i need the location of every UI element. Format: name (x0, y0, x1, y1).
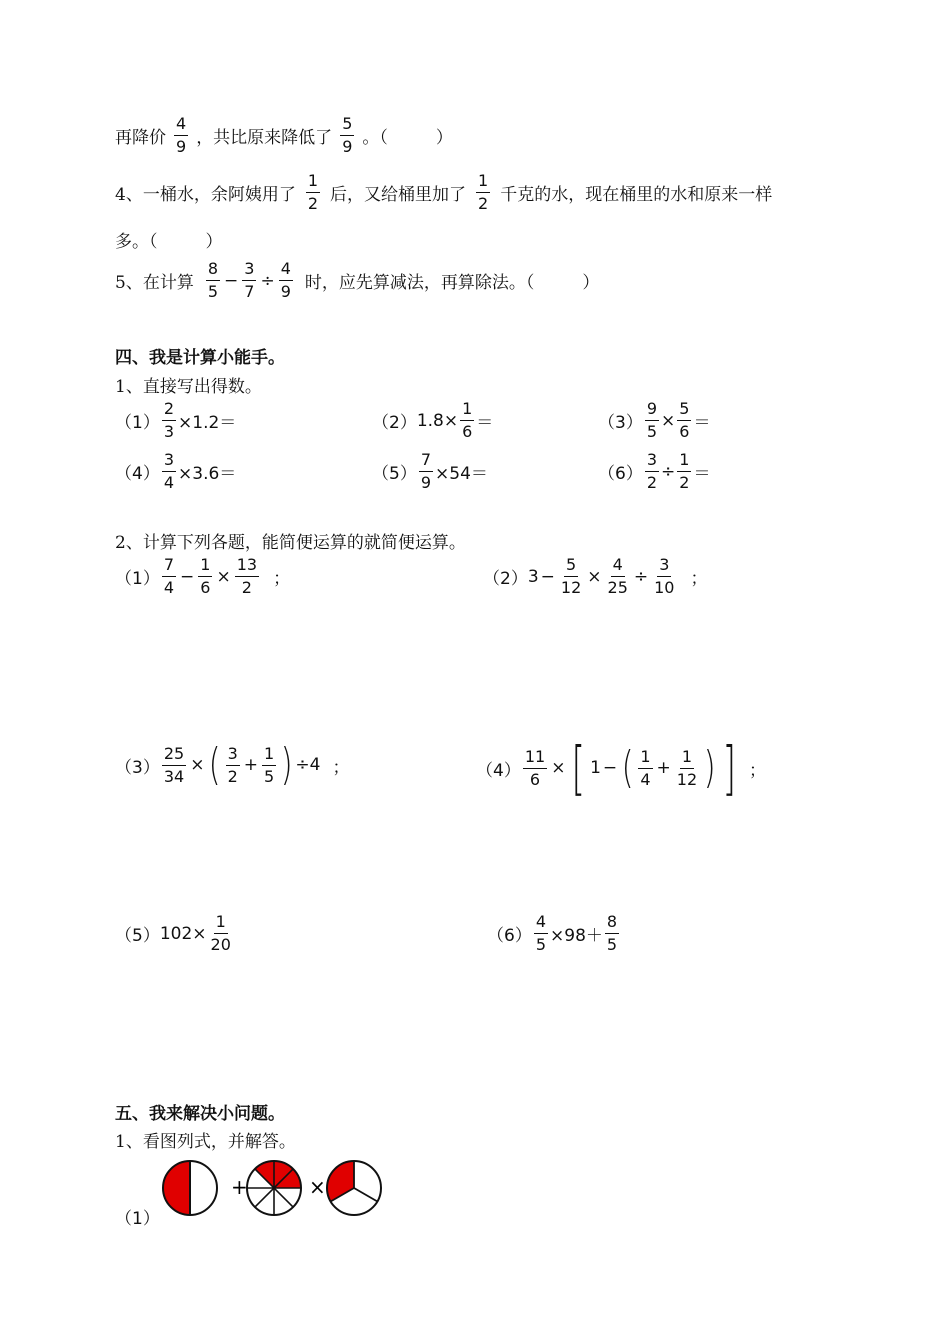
text: ＝ (693, 413, 711, 433)
text: ×54＝ (435, 464, 488, 484)
bracket: ( (209, 739, 222, 790)
bracket: [ (571, 734, 586, 802)
fraction (340, 114, 354, 157)
fraction (645, 399, 659, 442)
numerator: 1 (680, 747, 694, 769)
direct-item-4 (115, 450, 236, 493)
denominator: 6 (200, 578, 211, 597)
fraction (198, 555, 212, 598)
numerator: 11 (523, 747, 547, 769)
fraction-circles-figure (155, 1155, 395, 1221)
numerator: 5 (677, 399, 691, 421)
denominator: 5 (264, 766, 275, 786)
numerator: 8 (206, 259, 220, 281)
operator: − (180, 566, 195, 587)
text: ×3.6＝ (178, 464, 237, 484)
fraction (652, 555, 676, 598)
numerator: 1 (198, 555, 212, 577)
fraction (226, 744, 240, 787)
text: ； (273, 569, 291, 589)
text: ） (435, 128, 453, 148)
text: ，共比原来降低了 (196, 128, 333, 148)
denominator: 6 (529, 769, 541, 789)
operator: − (224, 270, 239, 291)
direct-item-5 (372, 450, 488, 493)
direct-item-3 (598, 399, 710, 442)
fraction (605, 912, 619, 955)
text: （1） (115, 413, 160, 433)
bracket: ] (722, 734, 737, 802)
calc-item-6 (487, 912, 621, 955)
numerator: 1 (476, 171, 490, 193)
numerator: 13 (235, 555, 259, 577)
text: ×98＋ (550, 926, 603, 946)
fraction (534, 912, 548, 955)
denominator: 2 (478, 194, 489, 213)
calc-item-2 (483, 555, 707, 598)
text: （2） (372, 413, 417, 433)
denominator: 9 (176, 137, 187, 156)
operator: ÷ (633, 566, 649, 587)
fraction (306, 171, 320, 214)
text: ×1.2＝ (178, 413, 237, 433)
text: 再降价 (115, 128, 166, 148)
operator: × (551, 758, 566, 778)
denominator: 9 (280, 282, 291, 301)
text: ＝ (693, 464, 711, 484)
q4-line1 (115, 171, 772, 214)
denominator: 12 (560, 578, 582, 597)
section5-sub1: 1、看图列式，并解答。 (115, 1132, 296, 1152)
direct-item-1 (115, 399, 236, 442)
numerator: 2 (162, 399, 176, 421)
text: （6） (598, 464, 643, 484)
plus-sign: + (231, 1175, 248, 1199)
text: ÷4 (295, 755, 321, 775)
half-circle-diagram (163, 1161, 217, 1215)
text: （3） (115, 757, 160, 778)
fraction (209, 912, 233, 955)
text: 后，又给桶里加了 (330, 185, 467, 205)
text: 1.8× (416, 410, 459, 431)
fraction (476, 171, 490, 214)
denominator: 4 (640, 769, 651, 789)
numerator: 7 (162, 555, 176, 577)
text: （1） (115, 569, 160, 589)
q3-continued (115, 114, 453, 157)
text: ） (205, 232, 223, 252)
section4-title: 四、我是计算小能手。 (115, 348, 285, 368)
text: （4） (476, 760, 521, 781)
numerator: 4 (279, 259, 293, 281)
denominator: 2 (646, 473, 658, 492)
shaded-half (163, 1161, 190, 1215)
denominator: 9 (420, 473, 432, 492)
section4-sub1: 1、直接写出得数。 (115, 377, 262, 397)
bracket: ) (703, 742, 716, 793)
section5-title: 五、我来解决小问题。 (115, 1104, 285, 1124)
numerator: 4 (174, 114, 188, 136)
numerator: 5 (340, 114, 354, 136)
text: 千克的水，现在桶里的水和原来一样 (500, 185, 773, 205)
numerator: 3 (162, 450, 176, 472)
fraction (162, 450, 176, 493)
text: ÷ (661, 461, 676, 482)
fraction (677, 399, 691, 442)
denominator: 2 (227, 766, 238, 786)
bracket: ) (280, 739, 293, 790)
numerator: 3 (242, 259, 256, 281)
operator: × (587, 566, 602, 587)
fraction (645, 450, 659, 493)
fraction (162, 399, 176, 442)
fraction (242, 259, 256, 302)
operator: − (602, 758, 618, 778)
denominator: 2 (307, 194, 319, 213)
direct-item-2 (372, 399, 493, 442)
numerator: 1 (638, 747, 652, 769)
problem-1-label: （1） (115, 1209, 160, 1229)
operator: + (656, 758, 671, 778)
denominator: 2 (679, 473, 690, 492)
operator: × (190, 755, 205, 775)
fraction (638, 747, 652, 790)
text: （3） (598, 413, 643, 433)
numerator: 5 (564, 555, 578, 577)
text: ） (582, 273, 600, 293)
text: 4、一桶水，余阿姨用了 (115, 185, 296, 205)
text: （4） (115, 464, 160, 484)
fraction (235, 555, 259, 598)
denominator: 20 (210, 935, 231, 954)
section4-sub2: 2、计算下列各题，能简便运算的就简便运算。 (115, 533, 466, 553)
numerator: 8 (605, 912, 619, 934)
denominator: 6 (679, 422, 690, 441)
numerator: 25 (162, 744, 186, 766)
numerator: 1 (214, 912, 228, 934)
numerator: 4 (534, 912, 548, 934)
times-sign: × (309, 1175, 326, 1199)
bracket: ( (621, 742, 634, 793)
calc-item-4 (476, 734, 766, 802)
numerator: 1 (460, 399, 474, 421)
text: ； (332, 757, 350, 778)
text (354, 1188, 377, 1202)
fraction (262, 744, 276, 787)
operator: ÷ (260, 270, 275, 291)
numerator: 1 (306, 171, 320, 193)
denominator: 2 (241, 578, 252, 597)
fraction (559, 555, 583, 598)
calc-item-3 (115, 739, 350, 790)
fraction (606, 555, 630, 598)
text: × (661, 410, 676, 431)
denominator: 4 (163, 578, 175, 597)
text: 多。（ (115, 232, 158, 252)
denominator: 7 (244, 282, 255, 301)
text: 102× (159, 923, 207, 944)
text: ； (748, 760, 766, 781)
text: 时，应先算减法，再算除法。（ (304, 273, 535, 293)
text: （2） (483, 569, 528, 589)
denominator: 6 (462, 422, 473, 441)
operator: + (243, 755, 259, 775)
numerator: 7 (419, 450, 433, 472)
fraction (675, 747, 699, 790)
q5-expression (204, 259, 295, 302)
numerator: 9 (645, 399, 659, 421)
fraction (677, 450, 691, 493)
numerator: 1 (677, 450, 691, 472)
numerator: 4 (611, 555, 625, 577)
denominator: 5 (207, 282, 219, 301)
fraction (162, 744, 186, 787)
fraction (162, 555, 176, 598)
direct-item-6 (598, 450, 710, 493)
denominator: 3 (163, 422, 175, 441)
denominator: 9 (342, 137, 353, 156)
text: （5） (372, 464, 417, 484)
calc-item-5 (115, 912, 235, 955)
text: ＝ (476, 413, 494, 433)
numerator: 3 (657, 555, 671, 577)
denominator: 10 (654, 578, 675, 597)
fraction (419, 450, 433, 493)
calc-item-1 (115, 555, 290, 598)
denominator: 4 (163, 473, 175, 492)
fraction (206, 259, 220, 302)
eighths-circle-diagram (247, 1161, 301, 1215)
q5 (115, 259, 599, 302)
thirds-circle-diagram (327, 1161, 381, 1215)
text: 3 (527, 566, 539, 587)
denominator: 5 (606, 935, 618, 954)
operator: × (216, 566, 231, 587)
denominator: 12 (676, 769, 698, 789)
fraction (460, 399, 474, 442)
text: （6） (487, 926, 532, 946)
operator: − (540, 566, 555, 587)
fraction (174, 114, 188, 157)
text: （5） (115, 926, 160, 946)
numerator: 3 (226, 744, 240, 766)
q4-line2 (115, 227, 223, 252)
numerator: 1 (262, 744, 276, 766)
fraction (523, 747, 547, 790)
numerator: 3 (645, 450, 659, 472)
fraction (279, 259, 293, 302)
denominator: 25 (607, 578, 628, 597)
text: 。（ (362, 128, 388, 148)
denominator: 5 (535, 935, 547, 954)
text: 1 (590, 758, 601, 778)
text: 5、在计算 (115, 273, 194, 293)
denominator: 5 (646, 422, 658, 441)
denominator: 34 (163, 766, 185, 786)
text: ； (690, 569, 708, 589)
